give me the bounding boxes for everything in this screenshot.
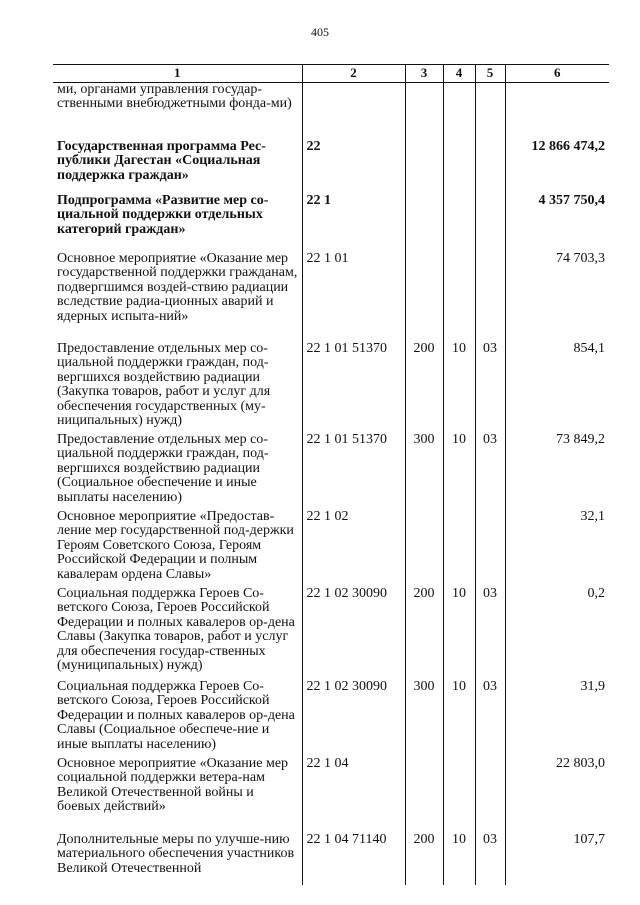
row-expense-type: 200 [405, 342, 443, 433]
row-code: 22 1 02 [302, 510, 405, 587]
table-row [53, 833, 609, 885]
row-expense-type [405, 82, 443, 140]
header-col-3: 3 [405, 65, 443, 83]
row-name: Основное мероприятие «Оказание мер социальной поддержки ветера-нам Великой Отечественной войны и боевых действий» [57, 755, 289, 814]
header-col-1: 1 [53, 65, 302, 83]
row-name: Предоставление отдельных мер со-циальной поддержки граждан, под-вергшихся воздействию радиации (Закупка товаров, работ и услуг для обеспечения государственных (му-ниципальных) нужд) [57, 340, 271, 428]
table-body [53, 82, 609, 885]
row-expense-type: 300 [405, 433, 443, 510]
row-amount: 73 849,2 [505, 433, 609, 510]
row-subsection [475, 510, 505, 587]
row-amount: 12 866 474,2 [505, 140, 609, 194]
row-code: 22 1 01 51370 [302, 342, 405, 433]
row-code: 22 [302, 140, 405, 194]
row-expense-type: 300 [405, 680, 443, 757]
row-subsection: 03 [475, 433, 505, 510]
table-row [53, 510, 609, 587]
table-header-row [53, 65, 609, 83]
row-subsection: 03 [475, 587, 505, 680]
row-name: Основное мероприятие «Оказание мер государственной поддержки гражданам, подвергшимся воздей-ствию радиации вследствие радиа-ционных аварий и ядерных испыта-ний» [57, 250, 298, 324]
row-code: 22 1 01 [302, 252, 405, 342]
row-section: 10 [443, 680, 475, 757]
row-name: Дополнительные меры по улучше-нию материального обеспечения участников Великой Отечественной [57, 831, 295, 876]
row-amount: 107,7 [505, 833, 609, 885]
row-section: 10 [443, 433, 475, 510]
row-expense-type [405, 757, 443, 833]
row-subsection: 03 [475, 342, 505, 433]
row-name: Подпрограмма «Развитие мер со-циальной поддержки отдельных категорий граждан» [57, 192, 269, 237]
table-row [53, 252, 609, 342]
row-expense-type: 200 [405, 833, 443, 885]
row-subsection [475, 194, 505, 252]
row-amount: 22 803,0 [505, 757, 609, 833]
row-amount: 0,2 [505, 587, 609, 680]
row-name: ми, органами управления государ-ственными внебюджетными фонда-ми) [57, 81, 292, 111]
row-section [443, 252, 475, 342]
page-number: 405 [311, 25, 329, 39]
table-row [53, 140, 609, 194]
row-amount: 4 357 750,4 [505, 194, 609, 252]
row-code [302, 82, 405, 140]
row-name: Социальная поддержка Героев Со-ветского Союза, Героев Российской Федерации и полных кавалеров ор-дена Славы (Социальное обеспече-ние и иные выплаты населению) [57, 678, 295, 752]
table-row [53, 433, 609, 510]
row-name: Социальная поддержка Героев Со-ветского Союза, Героев Российской Федерации и полных кавалеров ор-дена Славы (Закупка товаров, работ и услуг для обеспечения государ-ственных (муниципальных) нужд) [57, 585, 295, 673]
header-col-6: 6 [505, 65, 609, 83]
table-row [53, 757, 609, 833]
table-row [53, 680, 609, 757]
row-subsection: 03 [475, 833, 505, 885]
row-subsection [475, 252, 505, 342]
row-section [443, 757, 475, 833]
row-section: 10 [443, 833, 475, 885]
row-code: 22 1 04 [302, 757, 405, 833]
row-expense-type: 200 [405, 587, 443, 680]
header-col-2: 2 [302, 65, 405, 83]
header-col-5: 5 [475, 65, 505, 83]
table-row [53, 587, 609, 680]
row-section [443, 510, 475, 587]
row-code: 22 1 01 51370 [302, 433, 405, 510]
row-expense-type [405, 252, 443, 342]
row-amount: 32,1 [505, 510, 609, 587]
table-row [53, 194, 609, 252]
row-expense-type [405, 140, 443, 194]
row-subsection [475, 82, 505, 140]
row-amount: 74 703,3 [505, 252, 609, 342]
header-col-4: 4 [443, 65, 475, 83]
row-subsection [475, 140, 505, 194]
row-section [443, 140, 475, 194]
row-amount: 854,1 [505, 342, 609, 433]
row-section [443, 194, 475, 252]
row-section [443, 82, 475, 140]
row-code: 22 1 04 71140 [302, 833, 405, 885]
row-name: Предоставление отдельных мер со-циальной поддержки граждан, под-вергшихся воздействию радиации (Социальное обеспечение и иные выплаты населению) [57, 431, 269, 505]
row-section: 10 [443, 342, 475, 433]
budget-table [53, 64, 609, 885]
row-code: 22 1 [302, 194, 405, 252]
row-subsection [475, 757, 505, 833]
row-name: Государственная программа Рес-публики Дагестан «Социальная поддержка граждан» [57, 138, 266, 183]
row-section: 10 [443, 587, 475, 680]
row-expense-type [405, 510, 443, 587]
row-code: 22 1 02 30090 [302, 587, 405, 680]
row-amount [505, 82, 609, 140]
row-expense-type [405, 194, 443, 252]
table-row [53, 82, 609, 140]
row-amount: 31,9 [505, 680, 609, 757]
row-code: 22 1 02 30090 [302, 680, 405, 757]
row-name: Основное мероприятие «Предостав-ление мер государственной под-держки Героям Советского Союза, Героям Российской Федерации и полным кавалерам ордена Славы» [57, 508, 294, 582]
row-subsection: 03 [475, 680, 505, 757]
table-row [53, 342, 609, 433]
